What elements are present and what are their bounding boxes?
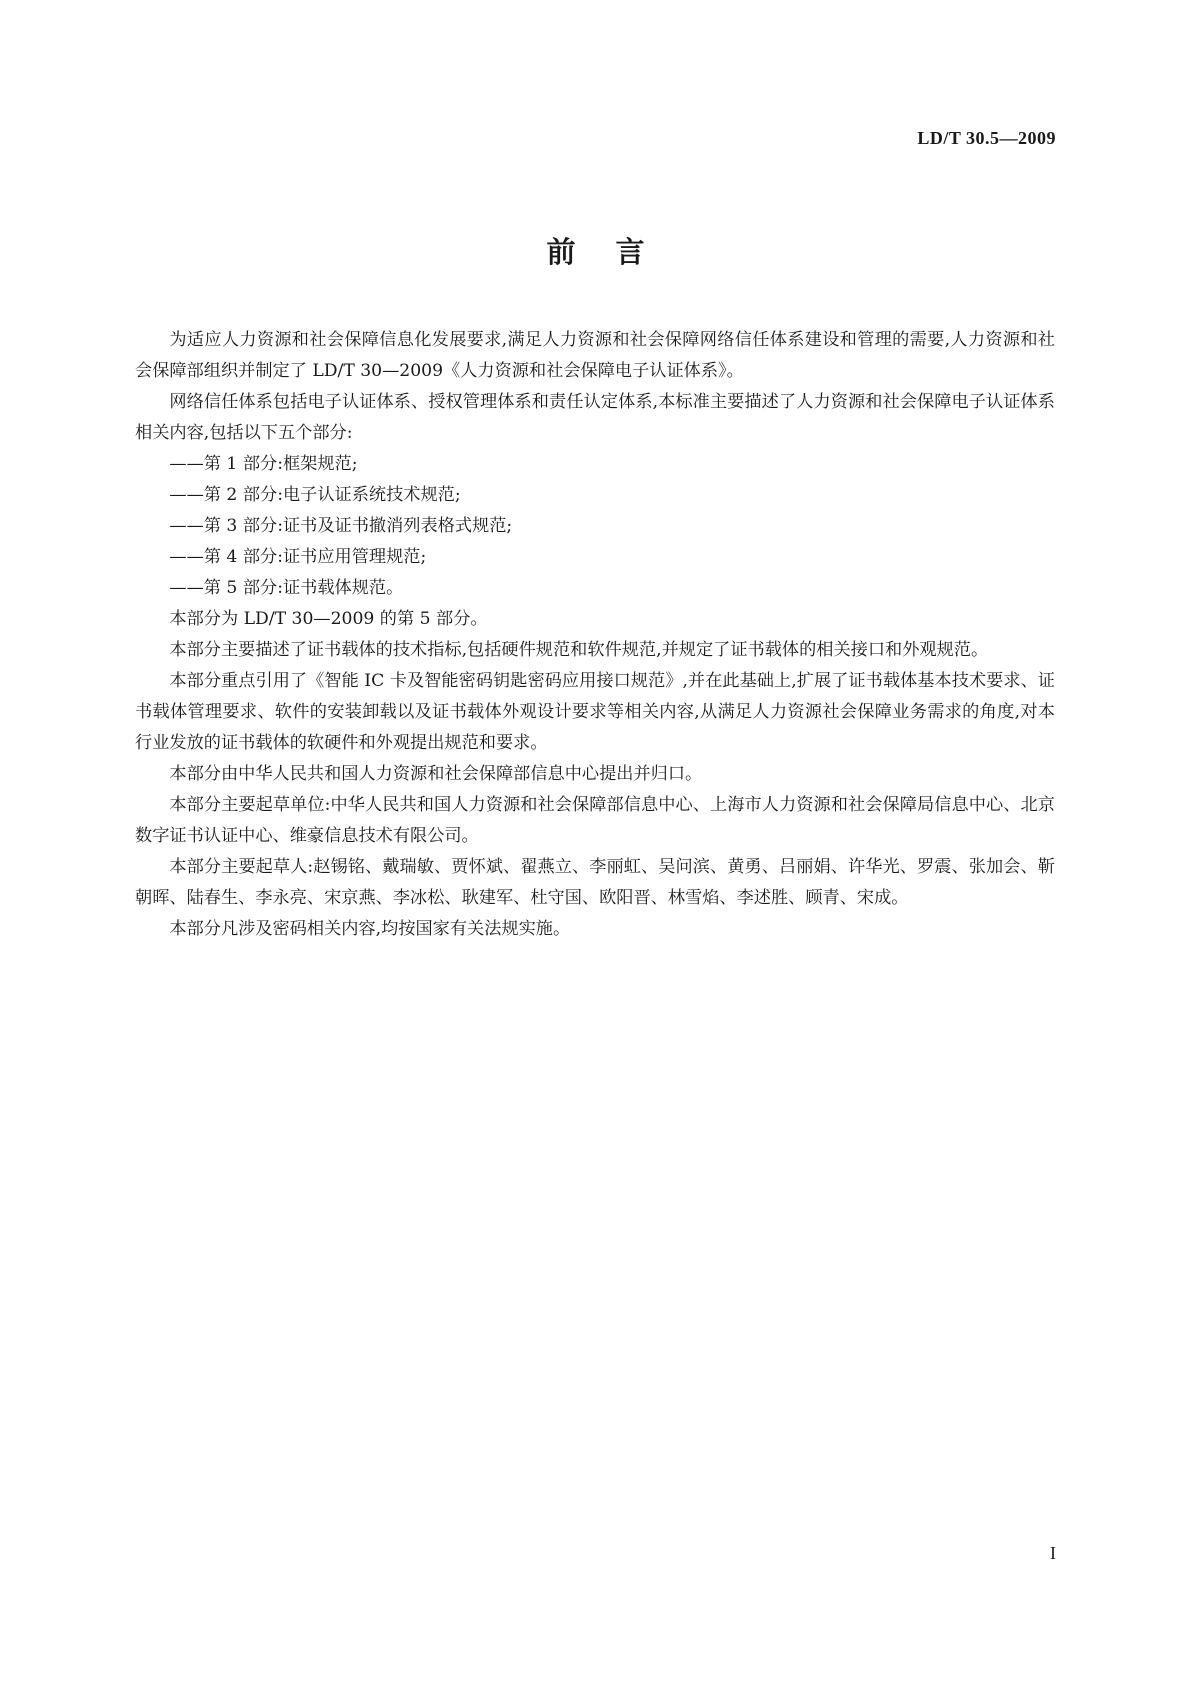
paragraph-cryptography: 本部分凡涉及密码相关内容,均按国家有关法规实施。 <box>169 919 571 939</box>
paragraph-drafting-units: 本部分主要起草单位:中华人民共和国人力资源和社会保障部信息中心、上海市人力资源和社会保障局信息中心、北京数字证书认证中心、维豪信息技术有限公司。 <box>135 795 1055 846</box>
paragraph-description: 本部分主要描述了证书载体的技术指标,包括硬件规范和软件规范,并规定了证书载体的相关接口和外观规范。 <box>169 640 989 660</box>
list-item-part-2: ——第 2 部分:电子认证系统技术规范; <box>169 485 461 505</box>
list-item-part-1: ——第 1 部分:框架规范; <box>169 454 358 474</box>
page-number: I <box>1050 1543 1056 1563</box>
paragraph-trust-system: 网络信任体系包括电子认证体系、授权管理体系和责任认定体系,本标准主要描述了人力资源和社会保障电子认证体系相关内容,包括以下五个部分: <box>135 392 1055 443</box>
list-item-part-3: ——第 3 部分:证书及证书撤消列表格式规范; <box>169 516 513 536</box>
paragraph-references: 本部分重点引用了《智能 IC 卡及智能密码钥匙密码应用接口规范》,并在此基础上,扩展了证书载体基本技术要求、证书载体管理要求、软件的安装卸载以及证书载体外观设计要求等相关内容,从满足人力资源社会保障业务需求的角度,对本行业发放的证书载体的软硬件和外观提出规范和要求。 <box>135 671 1055 753</box>
document-code: LD/T 30.5—2009 <box>917 128 1056 148</box>
list-item-part-5: ——第 5 部分:证书载体规范。 <box>169 578 404 598</box>
paragraph-part-scope: 本部分为 LD/T 30—2009 的第 5 部分。 <box>169 609 488 629</box>
foreword-body <box>135 325 1055 945</box>
paragraph-intro: 为适应人力资源和社会保障信息化发展要求,满足人力资源和社会保障网络信任体系建设和管理的需要,人力资源和社会保障部组织并制定了 LD/T 30—2009《人力资源和社会保障电子认证体系》。 <box>135 330 1055 381</box>
paragraph-proposer: 本部分由中华人民共和国人力资源和社会保障部信息中心提出并归口。 <box>169 764 703 784</box>
paragraph-drafters: 本部分主要起草人:赵锡铭、戴瑞敏、贾怀斌、翟燕立、李丽虹、吴问滨、黄勇、吕丽娟、许华光、罗震、张加会、靳朝晖、陆春生、李永亮、宋京燕、李冰松、耿建军、杜守国、欧阳晋、林雪焰、李述胜、顾青、宋成。 <box>135 857 1055 908</box>
list-item-part-4: ——第 4 部分:证书应用管理规范; <box>169 547 427 567</box>
page-title: 前言 <box>546 235 685 269</box>
